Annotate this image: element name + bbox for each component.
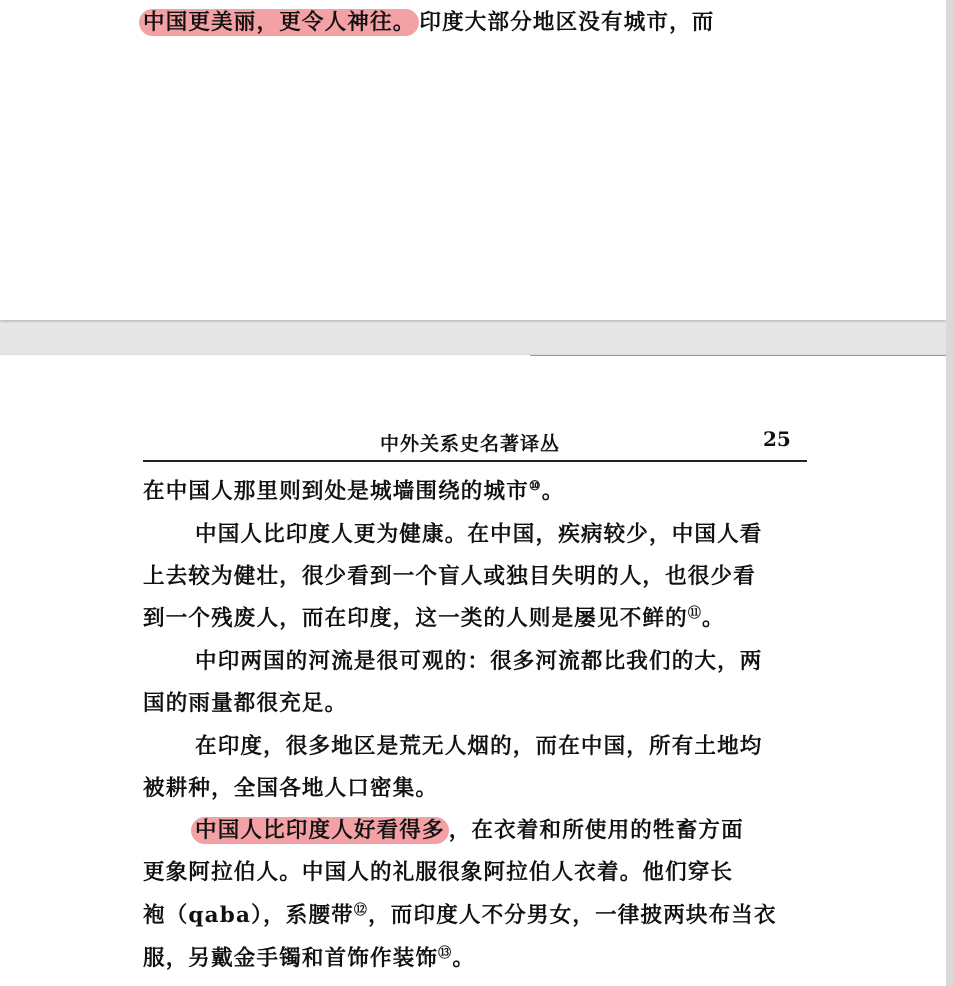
text-line: 更象阿拉伯人。中国人的礼服很象阿拉伯人衣着。他们穿长 — [143, 860, 734, 885]
running-header-title: 中外关系史名著译丛 — [380, 433, 561, 455]
text-line: 在印度，很多地区是荒无人烟的，而在中国，所有土地均 — [195, 734, 763, 759]
highlight-annotation[interactable]: 中国人比印度人好看得多 — [191, 817, 449, 844]
scrollbar-track[interactable] — [946, 0, 954, 986]
highlight-annotation[interactable]: 中国更美丽，更令人神往。 — [139, 9, 419, 36]
text-line: 服，另戴金手镯和首饰作装饰⑬。 — [143, 945, 476, 971]
page-top — [0, 0, 946, 320]
scan-edge-line — [530, 355, 946, 356]
line-text: 印度大部分地区没有城市，而 — [419, 10, 715, 35]
text-line: 被耕种，全国各地人口密集。 — [143, 776, 439, 801]
footnote-ref[interactable]: ⑩ — [528, 478, 542, 494]
footnote-ref[interactable]: ⑬ — [438, 945, 453, 961]
text-line: 国的雨量都很充足。 — [143, 691, 348, 716]
text-line: 中国人比印度人更为健康。在中国，疾病较少，中国人看 — [195, 522, 763, 547]
text-line: 中国人比印度人好看得多 ，在衣着和所使用的牲畜方面 — [195, 816, 807, 846]
footnote-ref[interactable]: ⑪ — [687, 605, 703, 621]
text-line: 在中国人那里则到处是城墙围绕的城市⑩。 — [143, 478, 565, 504]
text-line: 中印两国的河流是很可观的：很多河流都比我们的大，两 — [195, 649, 763, 674]
text-line: 上去较为健壮，很少看到一个盲人或独目失明的人，也很少看 — [143, 564, 756, 589]
text-line: 袍（qaba），系腰带⑫，而印度人不分男女，一律披两块布当衣 — [143, 902, 777, 928]
page-bottom — [0, 355, 946, 986]
text-line — [143, 8, 807, 38]
page-number: 25 — [763, 427, 791, 451]
text-line: 到一个残废人，而在印度，这一类的人则是屡见不鲜的⑪。 — [143, 605, 725, 631]
header-rule — [143, 460, 807, 462]
footnote-ref[interactable]: ⑫ — [353, 902, 369, 918]
